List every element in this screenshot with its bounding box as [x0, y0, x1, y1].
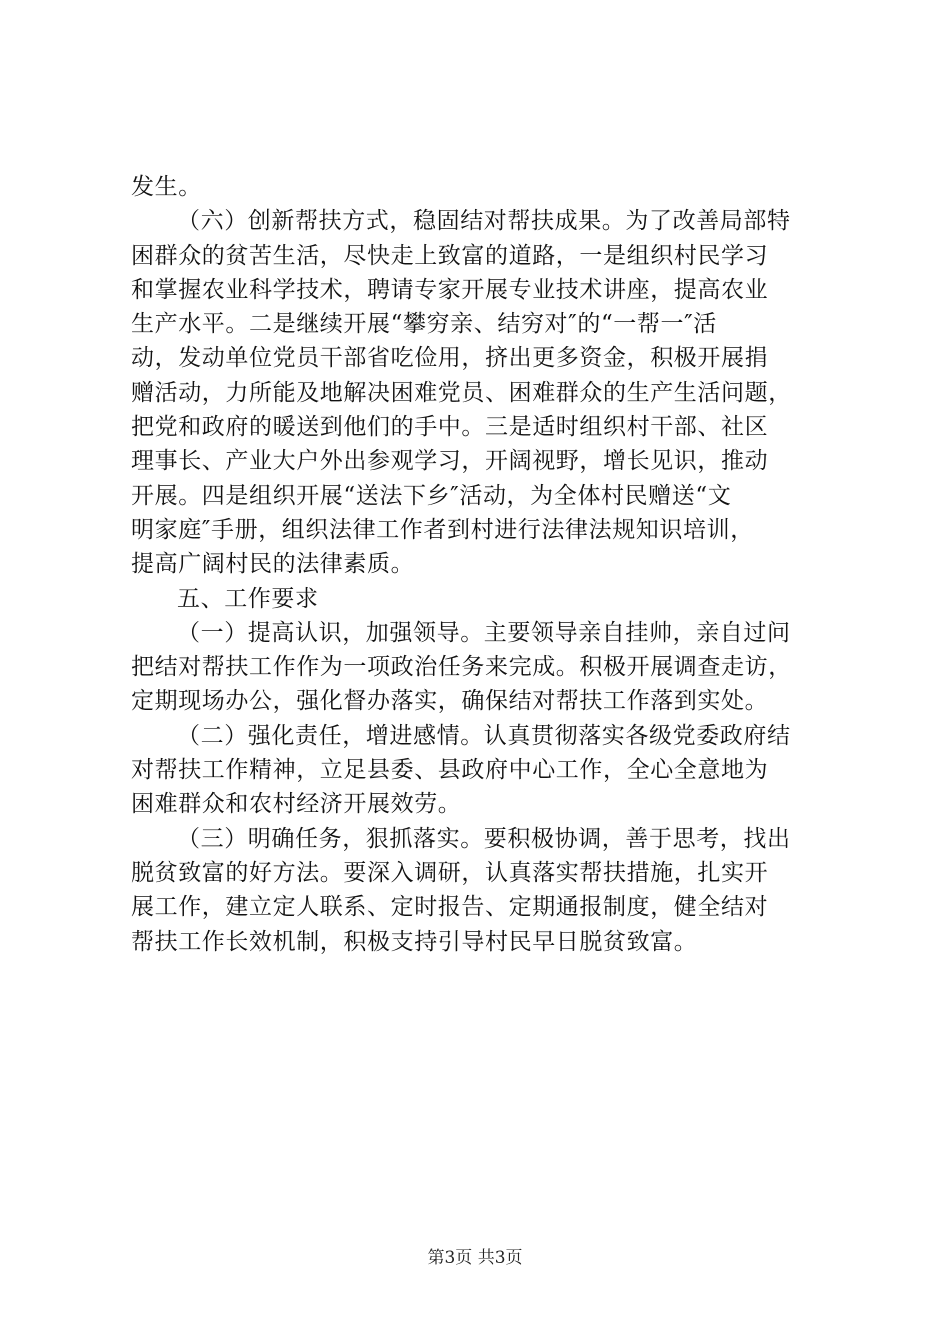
text-line: 困群众的贫苦生活，尽快走上致富的道路，一是组织村民学习	[131, 242, 769, 269]
paragraph-line: （六）创新帮扶方式，稳固结对帮扶成果。为了改善局部特	[177, 208, 791, 235]
text-line: 脱贫致富的好方法。要深入调研，认真落实帮扶措施，扎实开	[131, 859, 769, 886]
text-line: 明家庭″手册，组织法律工作者到村进行法律法规知识培训，	[131, 516, 754, 543]
text-line: 展工作，建立定人联系、定时报告、定期通报制度，健全结对	[131, 894, 769, 921]
text-line: 动，发动单位党员干部省吃俭用，挤出更多资金，积极开展捐	[131, 345, 769, 372]
text-line: 帮扶工作长效机制，积极支持引导村民早日脱贫致富。	[131, 928, 698, 955]
text-line: 对帮扶工作精神，立足县委、县政府中心工作，全心全意地为	[131, 757, 769, 784]
paragraph-line: （三）明确任务，狠抓落实。要积极协调，善于思考，找出	[177, 825, 791, 852]
text-line: 提高广阔村民的法律素质。	[131, 551, 415, 578]
text-line: 定期现场办公，强化督办落实，确保结对帮扶工作落到实处。	[131, 688, 769, 715]
text-line: 把结对帮扶工作作为一项政治任务来完成。积极开展调查走访，	[131, 654, 792, 681]
paragraph-line: （二）强化责任，增进感情。认真贯彻落实各级党委政府结	[177, 722, 791, 749]
text-line: 理事长、产业大户外出参观学习，开阔视野，增长见识，推动	[131, 448, 769, 475]
text-line: 发生。	[131, 174, 202, 200]
section-heading: 五、工作要求	[177, 585, 319, 612]
text-line: 生产水平。二是继续开展“攀穷亲、结穷对″的“一帮一″活	[131, 311, 717, 338]
text-line: 赠活动，力所能及地解决困难党员、困难群众的生产生活问题，	[131, 379, 792, 406]
text-line: 开展。四是组织开展“送法下乡″活动，为全体村民赠送“文	[131, 482, 732, 509]
document-body	[131, 170, 836, 959]
text-line: 困难群众和农村经济开展效劳。	[131, 791, 462, 818]
text-line: 和掌握农业科学技术，聘请专家开展专业技术讲座，提高农业	[131, 276, 769, 303]
page-number-footer: 第3页 共3页	[427, 1248, 523, 1268]
paragraph-line: （一）提高认识，加强领导。主要领导亲自挂帅，亲自过问	[177, 619, 791, 646]
text-line: 把党和政府的暖送到他们的手中。三是适时组织村干部、社区	[131, 414, 769, 441]
